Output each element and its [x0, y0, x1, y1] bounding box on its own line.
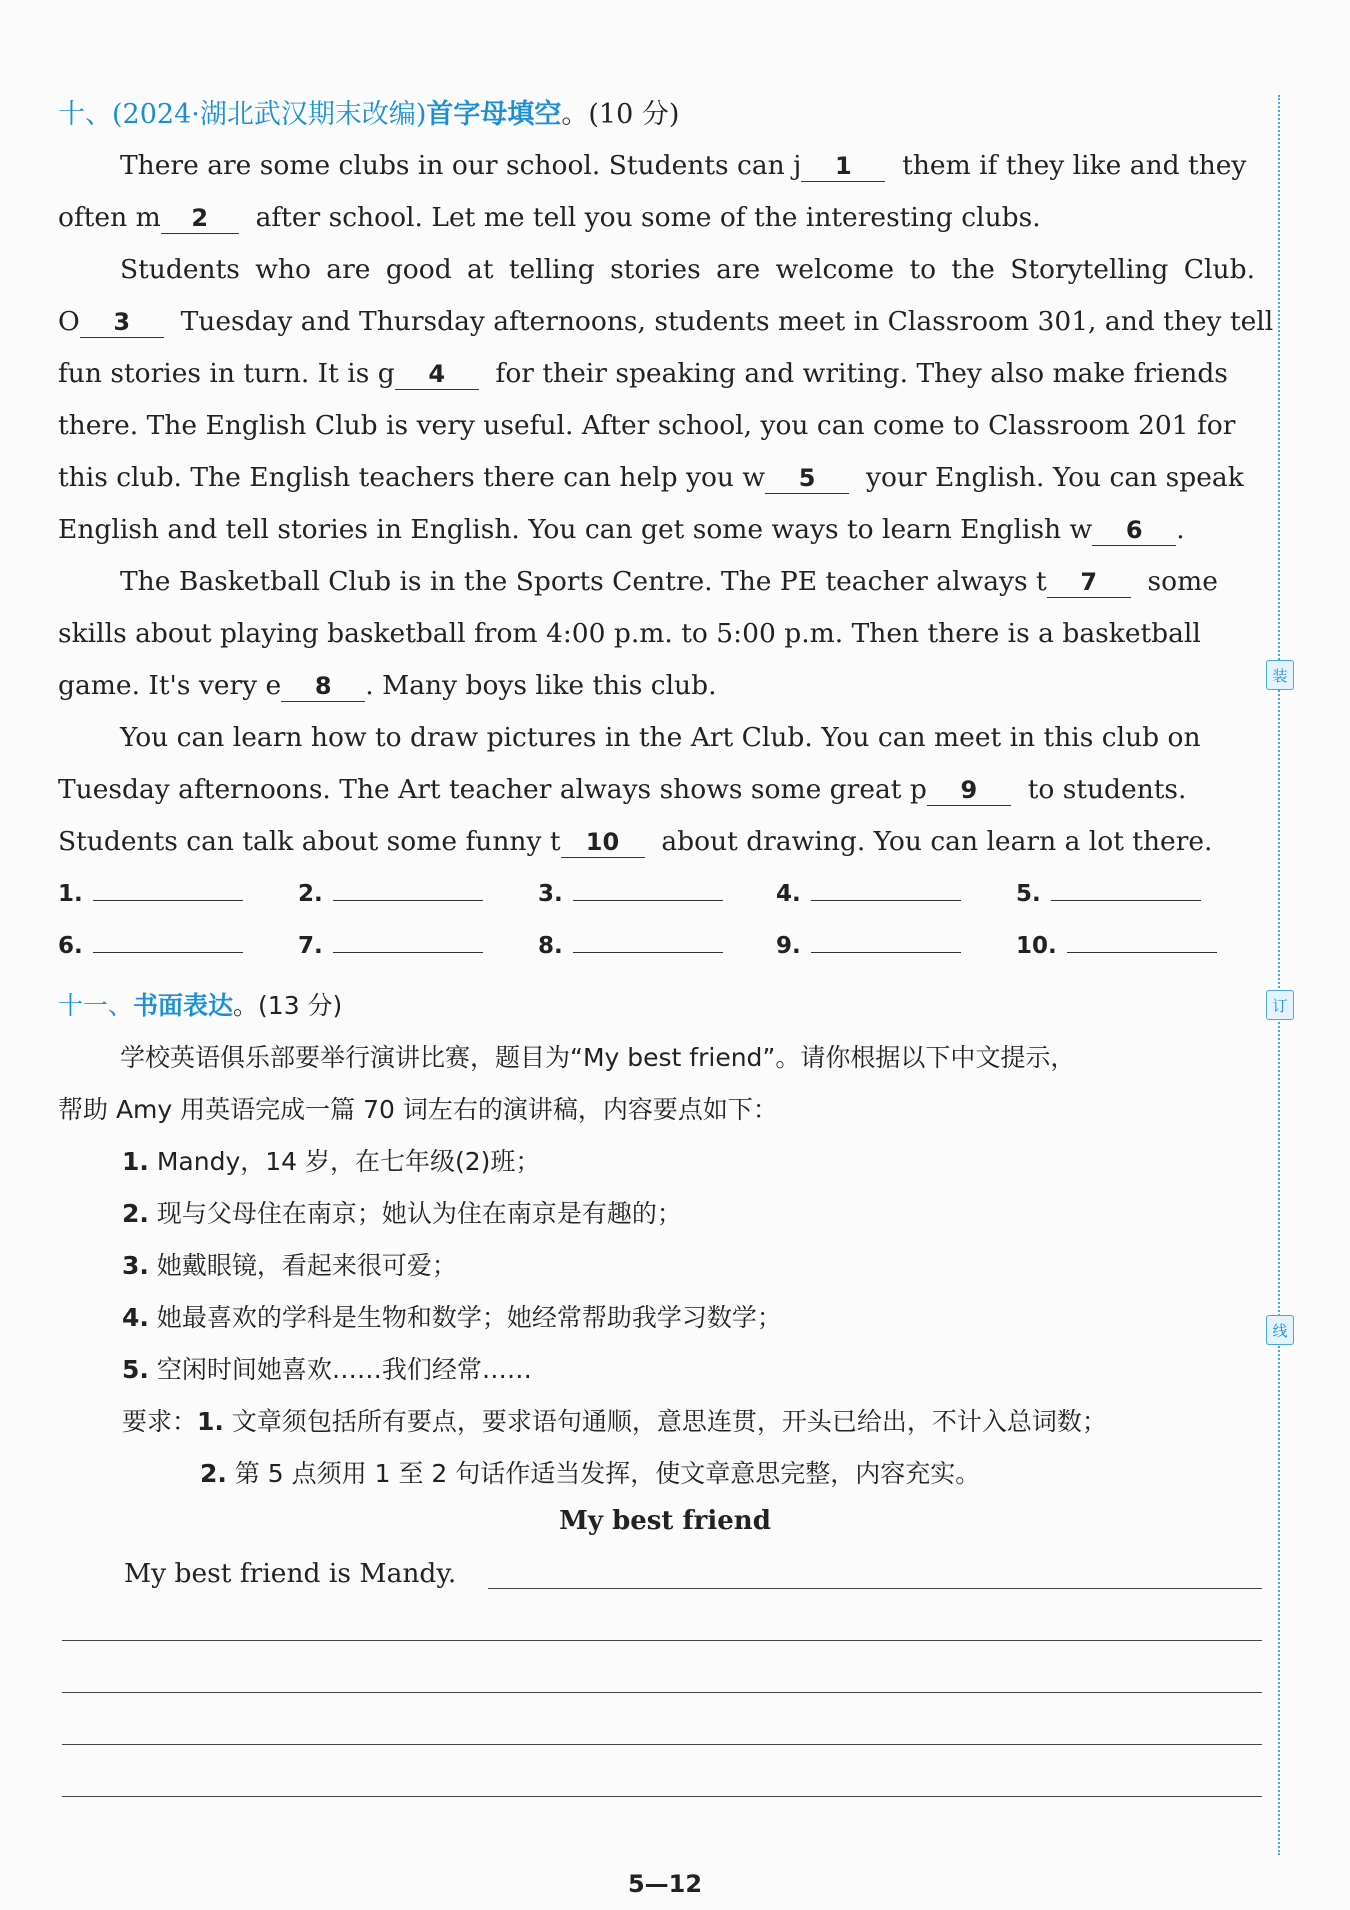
blank-1[interactable]: 1 [801, 151, 885, 182]
essay-title: My best friend [559, 1506, 771, 1536]
prompt-intro-line: 帮助 Amy 用英语完成一篇 70 词左右的演讲稿，内容要点如下： [58, 1095, 778, 1124]
binding-dotted-line [1278, 95, 1280, 1855]
passage-line: You can learn how to draw pictures in the Art Club. You can meet in this club on [120, 722, 1201, 753]
answer-3[interactable]: 3. [538, 880, 723, 907]
margin-tag-ding: 订 [1266, 990, 1294, 1020]
section-10-source: (2024·湖北武汉期末改编) [112, 99, 427, 130]
section-11-score: 。(13 分) [233, 991, 343, 1020]
writing-line[interactable] [62, 1640, 1262, 1641]
point-2: 2. 现与父母住在南京；她认为住在南京是有趣的； [122, 1199, 682, 1228]
section-11-heading [58, 986, 342, 1022]
section-10-number: 十、 [58, 99, 112, 130]
point-1: 1. Mandy，14 岁，在七年级(2)班； [122, 1147, 541, 1176]
passage-line: The Basketball Club is in the Sports Centre. The PE teacher always t 7 some [120, 566, 1218, 597]
blank-10[interactable]: 10 [561, 827, 645, 858]
requirement-1: 要求：1. 文章须包括所有要点，要求语句通顺，意思连贯，开头已给出，不计入总词数； [122, 1407, 1107, 1436]
passage-line: skills about playing basketball from 4:00 p.m. to 5:00 p.m. Then there is a basketball [58, 618, 1201, 649]
passage-line: fun stories in turn. It is g 4 for their speaking and writing. They also make friends [58, 358, 1228, 389]
answer-9[interactable]: 9. [776, 932, 961, 959]
blank-7[interactable]: 7 [1047, 567, 1131, 598]
blank-5[interactable]: 5 [765, 463, 849, 494]
answer-4[interactable]: 4. [776, 880, 961, 907]
passage-line: there. The English Club is very useful. After school, you can come to Classroom 201 for [58, 410, 1236, 441]
passage-line: Students who are good at telling stories are welcome to the Storytelling Club. [120, 254, 1255, 285]
writing-line[interactable] [62, 1692, 1262, 1693]
point-4: 4. 她最喜欢的学科是生物和数学；她经常帮助我学习数学； [122, 1303, 782, 1332]
answer-1[interactable]: 1. [58, 880, 243, 907]
essay-start: My best friend is Mandy. [124, 1558, 457, 1589]
section-11-number: 十一、 [58, 991, 134, 1020]
answer-5[interactable]: 5. [1016, 880, 1201, 907]
answer-8[interactable]: 8. [538, 932, 723, 959]
answer-6[interactable]: 6. [58, 932, 243, 959]
writing-line[interactable] [62, 1744, 1262, 1745]
section-10-title: 首字母填空 [426, 99, 562, 130]
writing-line[interactable] [488, 1588, 1262, 1589]
page-number: 5—12 [627, 1870, 703, 1898]
blank-4[interactable]: 4 [395, 359, 479, 390]
point-5: 5. 空闲时间她喜欢……我们经常…… [122, 1355, 532, 1384]
passage-line: O 3 Tuesday and Thursday afternoons, students meet in Classroom 301, and they tell [58, 306, 1274, 337]
passage-line: often m 2 after school. Let me tell you some of the interesting clubs. [58, 202, 1041, 233]
passage-line: this club. The English teachers there can help you w 5 your English. You can speak [58, 462, 1244, 493]
passage-line: English and tell stories in English. You can get some ways to learn English w 6 . [58, 514, 1185, 545]
margin-tag-zhuang: 装 [1266, 660, 1294, 690]
point-3: 3. 她戴眼镜，看起来很可爱； [122, 1251, 457, 1280]
blank-2[interactable]: 2 [161, 203, 239, 234]
blank-6[interactable]: 6 [1092, 515, 1176, 546]
answer-10[interactable]: 10. [1016, 932, 1217, 959]
answer-2[interactable]: 2. [298, 880, 483, 907]
section-10-score: 。(10 分) [561, 99, 680, 130]
blank-8[interactable]: 8 [281, 671, 365, 702]
blank-3[interactable]: 3 [80, 307, 164, 338]
passage-line: Students can talk about some funny t 10 about drawing. You can learn a lot there. [58, 826, 1213, 857]
answer-7[interactable]: 7. [298, 932, 483, 959]
requirement-2: 2. 第 5 点须用 1 至 2 句话作适当发挥，使文章意思完整，内容充实。 [200, 1459, 981, 1488]
passage-line: Tuesday afternoons. The Art teacher always shows some great p 9 to students. [58, 774, 1187, 805]
margin-tag-xian: 线 [1266, 1315, 1294, 1345]
blank-9[interactable]: 9 [927, 775, 1011, 806]
passage-line: There are some clubs in our school. Students can j 1 them if they like and they [120, 150, 1247, 181]
prompt-intro-line: 学校英语俱乐部要举行演讲比赛，题目为“My best friend”。请你根据以下中文提示， [120, 1043, 1076, 1072]
passage-line: game. It's very e 8 . Many boys like this club. [58, 670, 717, 701]
writing-line[interactable] [62, 1796, 1262, 1797]
section-10-heading [58, 92, 679, 131]
section-11-title: 书面表达 [133, 991, 234, 1020]
